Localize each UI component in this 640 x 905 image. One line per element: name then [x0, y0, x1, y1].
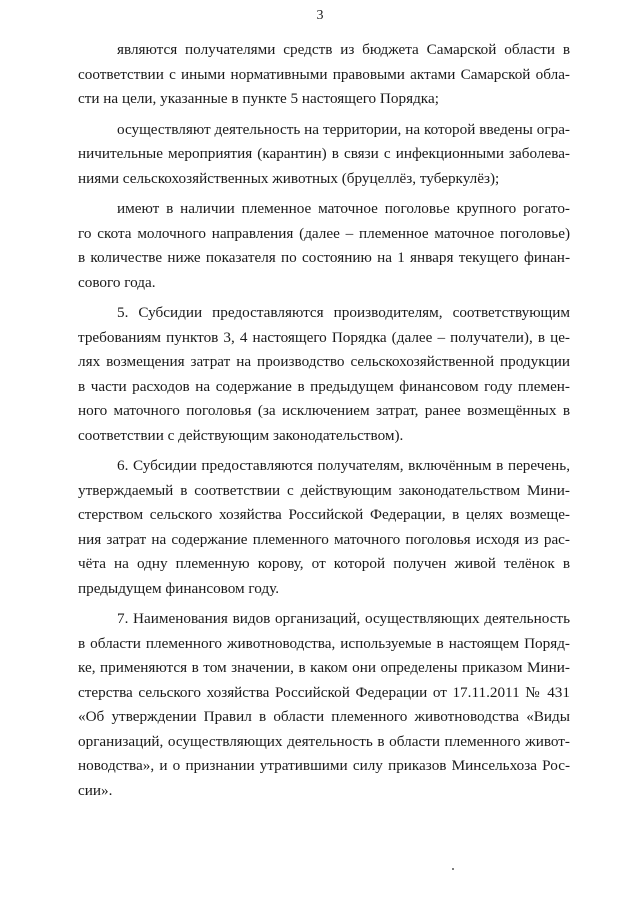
text-line: ния затрат на содержание племенного маточного поголовья исходя из рас-	[78, 530, 570, 548]
text-line: ке, применяются в том значении, в каком они определены приказом Мини-	[78, 659, 570, 676]
text-line: в количестве ниже показателя по состоянию на 1 января текущего финан-	[78, 249, 570, 266]
paragraph-p2	[78, 118, 570, 192]
page-number: 3	[316, 8, 324, 23]
text-line: 5. Субсидии предоставляются производителям, соответствующим	[117, 304, 570, 321]
text-line: ного маточного поголовья (за исключением затрат, ранее возмещённых в	[78, 402, 570, 419]
paragraph-p3	[78, 197, 570, 295]
text-line: 6. Субсидии предоставляются получателям, включённым в перечень,	[117, 457, 570, 474]
text-line: соответствии с иными нормативными правовыми актами Самарской обла-	[78, 65, 570, 83]
text-line: ниями сельскохозяйственных животных (бруцеллёз, туберкулёз);	[78, 169, 500, 187]
text-line: осуществляют деятельность на территории, на которой введены огра-	[117, 120, 570, 138]
text-line: сти на цели, указанные в пункте 5 настоящего Порядка;	[78, 90, 439, 107]
paragraph-p6	[78, 607, 570, 803]
document-body	[78, 38, 570, 809]
paragraph-p5	[78, 454, 570, 601]
paragraph-p1	[78, 38, 570, 112]
text-line: утверждаемый в соответствии с действующим законодательством Мини-	[78, 481, 570, 499]
text-line: являются получателями средств из бюджета Самарской области в	[117, 41, 570, 58]
text-line: лях возмещения затрат на производство сельскохозяйственной продукции	[78, 353, 570, 370]
text-line: чёта на одну племенную корову, от которой получен живой телёнок в	[78, 555, 570, 572]
text-line: стерством сельского хозяйства Российской Федерации, в целях возмеще-	[78, 506, 570, 523]
text-line: требованиям пунктов 3, 4 настоящего Порядка (далее – получатели), в це-	[78, 328, 570, 346]
text-line: в области племенного животноводства, используемые в настоящем Поряд-	[78, 634, 570, 652]
text-line: сового года.	[78, 273, 156, 291]
text-line: организаций, осуществляющих деятельность в области племенного живот-	[78, 732, 570, 750]
text-line: предыдущем финансовом году.	[78, 579, 280, 597]
text-line: в части расходов на содержание в предыдущем финансовом году племен-	[78, 377, 570, 395]
text-line: 7. Наименования видов организаций, осуществляющих деятельность	[117, 610, 570, 627]
text-line: стерства сельского хозяйства Российской Федерации от 17.11.2011 № 431	[78, 683, 570, 701]
paragraph-p4	[78, 301, 570, 448]
text-line: имеют в наличии племенное маточное поголовье крупного рогато-	[117, 200, 570, 217]
text-line: ничительные мероприятия (карантин) в связи с инфекционными заболева-	[78, 145, 570, 162]
text-line: соответствии с действующим законодательством).	[78, 426, 404, 444]
text-line: «Об утверждении Правил в области племенного животноводства «Виды	[78, 708, 570, 725]
scan-speck	[452, 868, 454, 870]
text-line: го скота молочного направления (далее – племенное маточное поголовье)	[78, 224, 570, 242]
text-line: новодства», и о признании утратившими силу приказов Минсельхоза Рос-	[78, 757, 570, 774]
text-line: сии».	[78, 781, 113, 799]
